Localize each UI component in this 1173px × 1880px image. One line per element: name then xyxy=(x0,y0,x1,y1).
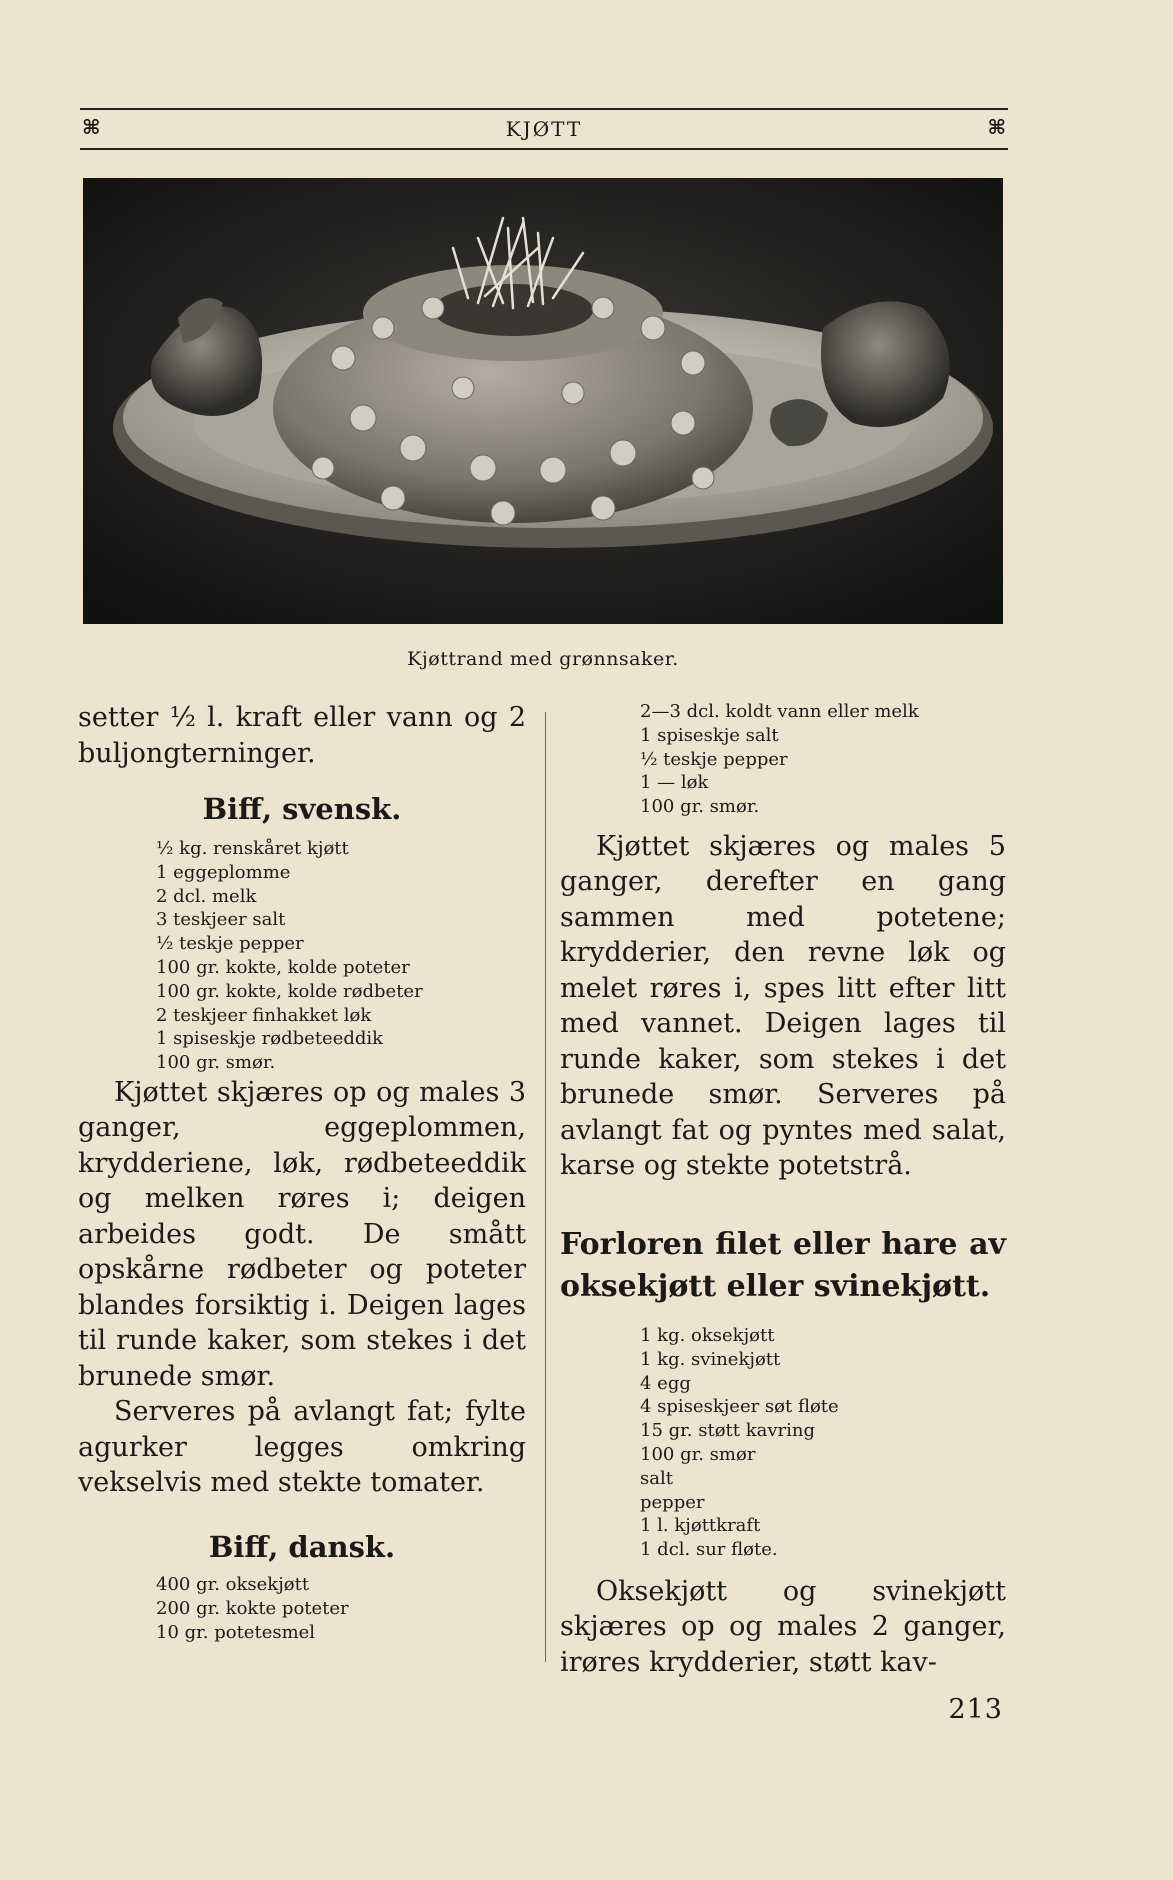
right-column xyxy=(560,700,1006,1680)
ingredient-item: ½ kg. renskåret kjøtt xyxy=(156,838,349,859)
ingredient-item: 100 gr. kokte, kolde rødbeter xyxy=(156,980,423,1002)
ingredient-item: 100 gr. smør xyxy=(640,1443,756,1465)
ingredient-list-forloren-filet xyxy=(560,1324,1006,1562)
ingredient-item: 1 l. kjøttkraft xyxy=(640,1515,761,1537)
ingredient-item: 400 gr. oksekjøtt xyxy=(156,1573,310,1595)
ingredient-item: 1 kg. oksekjøtt xyxy=(640,1324,775,1346)
meat-ring-illustration xyxy=(83,178,1003,624)
running-head xyxy=(80,108,1008,150)
ingredient-list-continued xyxy=(560,700,1006,819)
left-column xyxy=(78,700,526,1644)
ingredient-item: 4 spiseskjeer søt fløte xyxy=(640,1396,839,1418)
ingredient-item: pepper xyxy=(640,1491,705,1513)
column-divider xyxy=(545,712,546,1662)
ingredient-item: 1 spiseskje rødbeteeddik xyxy=(156,1028,384,1050)
recipe-title-forloren-filet: Forloren filet eller hare av oksekjøtt eller svinekjøtt. xyxy=(560,1226,1006,1304)
ingredient-item: 100 gr. kokte, kolde poteter xyxy=(156,956,410,978)
ingredient-item: 1 kg. svinekjøtt xyxy=(640,1348,781,1370)
ingredient-item: 10 gr. potetesmel xyxy=(156,1621,316,1643)
dish-photograph xyxy=(83,178,1003,624)
ingredient-item: 100 gr. smør. xyxy=(640,796,760,818)
ingredient-list-biff-dansk xyxy=(78,1573,526,1644)
ingredient-item: 1 — løk xyxy=(640,772,709,794)
recipe-title-biff-dansk: Biff, dansk. xyxy=(208,1529,396,1564)
page-number: 213 xyxy=(948,1694,1003,1725)
continuation-text: setter ½ l. kraft eller vann og 2 buljongterninger. xyxy=(78,702,526,769)
ingredient-item: 3 teskjeer salt xyxy=(156,909,286,931)
ingredient-item: salt xyxy=(640,1467,673,1489)
ingredient-item: 15 gr. støtt kavring xyxy=(640,1420,815,1442)
running-head-title: KJØTT xyxy=(505,117,583,141)
ingredient-item: ½ teskje pepper xyxy=(640,748,788,770)
ingredient-list-biff-svensk xyxy=(78,837,526,1075)
ingredient-item: 4 egg xyxy=(640,1372,691,1394)
ingredient-item: 100 gr. smør. xyxy=(156,1052,276,1074)
method-paragraph: Oksekjøtt og svinekjøtt skjæres op og males 2 ganger, irøres krydderier, støtt kav- xyxy=(560,1575,1006,1678)
figure-caption: Kjøttrand med grønnsaker. xyxy=(407,648,679,670)
ingredient-item: 2—3 dcl. koldt vann eller melk xyxy=(640,701,919,722)
ingredient-item: 1 spiseskje salt xyxy=(640,724,779,746)
ingredient-item: 1 dcl. sur fløte. xyxy=(640,1539,778,1561)
ingredient-item: ½ teskje pepper xyxy=(156,933,304,955)
ingredient-item: 200 gr. kokte poteter xyxy=(156,1597,349,1619)
serving-paragraph: Serveres på avlangt fat; fylte agurker legges omkring vekselvis med stekte tomater. xyxy=(78,1396,526,1499)
ingredient-item: 2 teskjeer finhakket løk xyxy=(156,1004,372,1026)
ingredient-item: 1 eggeplomme xyxy=(156,861,291,883)
recipe-title-biff-svensk: Biff, svensk. xyxy=(202,792,402,826)
ornament-left-icon: ⌘ xyxy=(82,115,101,139)
method-paragraph: Kjøttet skjæres og males 5 ganger, derefter en gang sammen med potetene; krydderier, den revne løk og melet røres i, spes litt efter litt med vannet. Deigen lages til runde kaker, som stekes i det brunede smør. Serveres på avlangt fat og pyntes med salat, karse og stekte potetstrå. xyxy=(560,830,1006,1182)
method-paragraph: Kjøttet skjæres op og males 3 ganger, eggeplommen, krydderiene, løk, rødbeteeddik og melken røres i; deigen arbeides godt. De smått opskårne rødbeter og poteter blandes forsiktig i. Deigen lages til runde kaker, som stekes i det brunede smør. xyxy=(78,1076,526,1392)
ornament-right-icon: ⌘ xyxy=(987,115,1006,139)
ingredient-item: 2 dcl. melk xyxy=(156,885,257,907)
